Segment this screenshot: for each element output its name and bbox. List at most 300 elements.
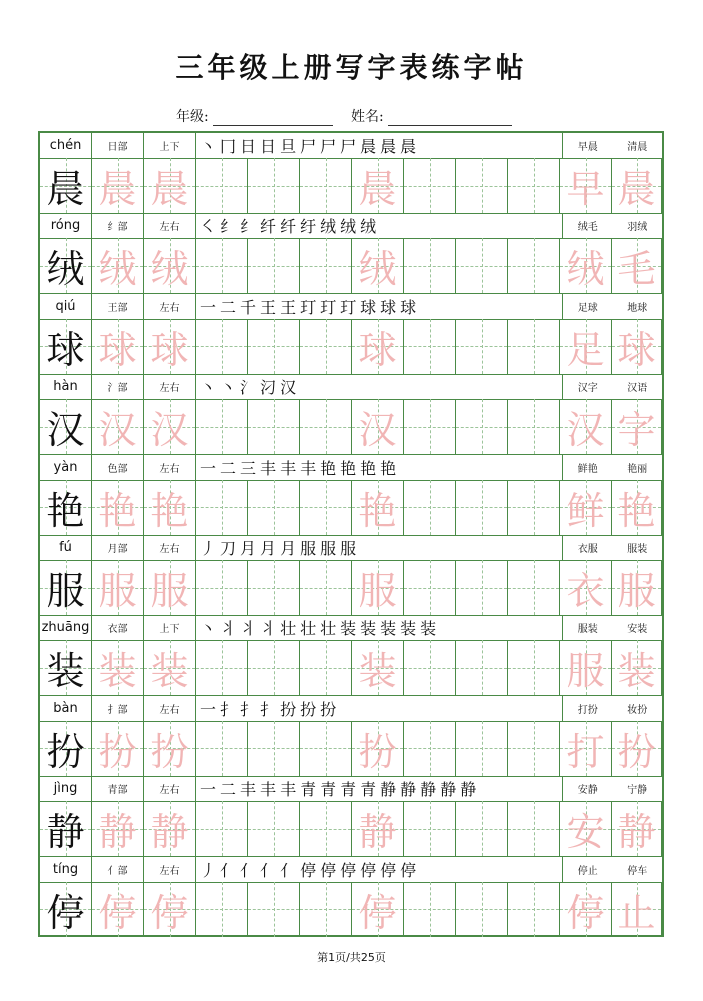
character-box[interactable]: [560, 319, 612, 374]
trace-character: 晨: [150, 167, 189, 211]
stroke-step: 冂: [220, 137, 239, 156]
practice-row: [40, 133, 662, 213]
character-box[interactable]: [40, 480, 92, 535]
character-box[interactable]: [612, 560, 662, 615]
character-box[interactable]: [560, 399, 612, 454]
blank-box[interactable]: [508, 399, 560, 454]
example-words: [562, 133, 662, 158]
pinyin-label: zhuāng: [40, 615, 92, 640]
trace-character: 装: [150, 649, 189, 694]
blank-box[interactable]: [248, 560, 300, 615]
structure-label: 左右: [144, 857, 196, 882]
info-row: [40, 374, 662, 400]
example-word: 地球: [627, 302, 648, 314]
stroke-step: 纡: [300, 217, 319, 237]
model-character: 艳: [46, 488, 85, 533]
trace-character: 汉: [566, 408, 605, 453]
blank-box[interactable]: [196, 238, 248, 293]
blank-box[interactable]: [300, 801, 352, 856]
pinyin-label: tíng: [40, 857, 92, 882]
writing-row: [40, 399, 662, 455]
character-box[interactable]: [612, 640, 662, 695]
stroke-order: [196, 776, 566, 801]
character-box[interactable]: [144, 882, 196, 937]
model-character: 球: [46, 327, 85, 372]
trace-character: 晨: [617, 167, 656, 211]
blank-box[interactable]: [300, 238, 352, 293]
stroke-step: 丰: [280, 458, 299, 478]
stroke-step: ㇛: [200, 217, 219, 237]
example-word: 宁静: [627, 785, 648, 797]
blank-box[interactable]: [196, 319, 248, 374]
blank-box[interactable]: [196, 158, 248, 213]
trace-character: 止: [617, 890, 656, 935]
trace-character: 绒: [566, 247, 605, 292]
example-word: 艳丽: [627, 463, 648, 475]
character-box[interactable]: [144, 480, 196, 535]
practice-row: [40, 615, 662, 695]
blank-box[interactable]: [508, 480, 560, 535]
stroke-step: 纤: [280, 217, 299, 237]
character-box[interactable]: [560, 560, 612, 615]
blank-box[interactable]: [508, 640, 560, 695]
blank-box[interactable]: [456, 882, 508, 937]
structure-label: 左右: [144, 776, 196, 801]
example-words: [562, 776, 662, 801]
example-word: 妆扮: [627, 704, 648, 716]
stroke-step: 扮: [280, 699, 299, 719]
example-words: [562, 374, 662, 399]
character-box[interactable]: [92, 238, 144, 293]
stroke-step: 二: [220, 297, 239, 317]
stroke-step: 亻: [240, 860, 259, 880]
blank-box[interactable]: [248, 480, 300, 535]
writing-row: [40, 480, 662, 536]
stroke-step: 青: [320, 780, 339, 800]
stroke-step: 停: [400, 860, 419, 880]
blank-box[interactable]: [508, 319, 560, 374]
stroke-step: 尸: [340, 137, 359, 156]
stroke-order: [196, 857, 566, 882]
example-word: 羽绒: [627, 222, 648, 234]
character-box[interactable]: [40, 882, 92, 937]
trace-character: 艳: [358, 488, 397, 533]
stroke-step: 丿: [200, 860, 219, 880]
radical-label: 月部: [92, 535, 144, 560]
character-box[interactable]: [144, 319, 196, 374]
blank-box[interactable]: [300, 882, 352, 937]
blank-box[interactable]: [248, 640, 300, 695]
stroke-step: 青: [340, 780, 359, 800]
stroke-step: 壮: [280, 619, 299, 639]
stroke-step: 扌: [260, 699, 279, 719]
radical-label: 王部: [92, 294, 144, 319]
model-character: 汉: [46, 408, 85, 453]
stroke-step: 丰: [260, 458, 279, 478]
stroke-step: 三: [240, 458, 259, 478]
stroke-step: 丬: [220, 619, 239, 639]
trace-character: 静: [358, 810, 397, 855]
stroke-step: 玎: [300, 297, 319, 317]
character-box[interactable]: [352, 640, 404, 695]
writing-row: [40, 319, 662, 375]
blank-box[interactable]: [248, 801, 300, 856]
example-word: 停止: [577, 865, 598, 877]
character-box[interactable]: [40, 721, 92, 776]
blank-box[interactable]: [456, 640, 508, 695]
info-row: [40, 696, 662, 722]
stroke-step: 月: [280, 539, 299, 558]
blank-box[interactable]: [248, 158, 300, 213]
blank-box[interactable]: [508, 721, 560, 776]
stroke-step: 绒: [360, 217, 379, 237]
blank-box[interactable]: [404, 158, 456, 213]
blank-box[interactable]: [404, 721, 456, 776]
character-box[interactable]: [612, 721, 662, 776]
character-box[interactable]: [560, 158, 612, 213]
structure-label: 上下: [144, 615, 196, 640]
blank-box[interactable]: [196, 640, 248, 695]
trace-character: 球: [358, 327, 397, 372]
example-word: 停车: [627, 865, 648, 877]
stroke-step: 服: [320, 539, 339, 558]
name-blank[interactable]: [388, 111, 512, 126]
trace-character: 服: [98, 569, 137, 613]
stroke-step: 装: [380, 619, 399, 639]
example-words: [562, 615, 662, 640]
character-box[interactable]: [92, 158, 144, 213]
example-word: 服装: [627, 544, 648, 555]
blank-box[interactable]: [508, 560, 560, 615]
name-label: 姓名:: [350, 109, 384, 125]
blank-box[interactable]: [196, 480, 248, 535]
character-box[interactable]: [92, 560, 144, 615]
blank-box[interactable]: [196, 801, 248, 856]
writing-row: [40, 560, 662, 616]
pinyin-label: fú: [40, 535, 92, 560]
character-box[interactable]: [352, 560, 404, 615]
trace-character: 晨: [98, 167, 137, 211]
example-word: 服装: [577, 624, 598, 636]
info-row: [40, 213, 662, 239]
stroke-step: 一: [200, 699, 219, 719]
character-box[interactable]: [560, 882, 612, 937]
model-character: 装: [46, 649, 85, 694]
character-box[interactable]: [612, 238, 662, 293]
character-box[interactable]: [92, 801, 144, 856]
blank-box[interactable]: [300, 721, 352, 776]
pinyin-label: yàn: [40, 455, 92, 480]
practice-row: [40, 455, 662, 535]
stroke-step: 静: [380, 780, 399, 800]
character-box[interactable]: [40, 319, 92, 374]
trace-character: 停: [98, 890, 137, 935]
blank-box[interactable]: [404, 480, 456, 535]
example-word: 安静: [577, 785, 598, 797]
stroke-step: 晨: [360, 137, 379, 156]
radical-label: 扌部: [92, 696, 144, 721]
character-box[interactable]: [352, 399, 404, 454]
stroke-step: 壮: [320, 619, 339, 639]
trace-character: 球: [98, 327, 137, 372]
trace-character: 服: [617, 569, 656, 613]
character-box[interactable]: [144, 560, 196, 615]
trace-character: 艳: [98, 488, 137, 533]
stroke-step: 青: [360, 780, 379, 800]
stroke-step: 亻: [280, 860, 299, 880]
character-box[interactable]: [560, 801, 612, 856]
blank-box[interactable]: [456, 801, 508, 856]
radical-label: 纟部: [92, 213, 144, 238]
blank-box[interactable]: [404, 640, 456, 695]
stroke-step: 服: [340, 539, 359, 558]
blank-box[interactable]: [248, 882, 300, 937]
info-row: [40, 857, 662, 883]
blank-box[interactable]: [300, 399, 352, 454]
writing-row: [40, 801, 662, 857]
structure-label: 左右: [144, 294, 196, 319]
practice-row: [40, 776, 662, 856]
stroke-step: 绒: [320, 217, 339, 237]
character-box[interactable]: [560, 640, 612, 695]
stroke-step: 扮: [320, 699, 339, 719]
character-box[interactable]: [40, 560, 92, 615]
stroke-step: 汉: [280, 378, 299, 398]
character-box[interactable]: [560, 480, 612, 535]
stroke-order: [196, 696, 566, 721]
example-word: 安装: [627, 624, 648, 636]
radical-label: 衣部: [92, 615, 144, 640]
info-row: [40, 455, 662, 481]
stroke-step: 千: [240, 297, 259, 317]
radical-label: 亻部: [92, 857, 144, 882]
stroke-step: 装: [400, 619, 419, 639]
page-number: 第1页/共25页: [317, 951, 386, 964]
stroke-step: 日: [260, 137, 279, 156]
blank-box[interactable]: [456, 158, 508, 213]
stroke-step: 绒: [340, 217, 359, 237]
practice-grid: [38, 131, 664, 937]
structure-label: 左右: [144, 696, 196, 721]
practice-row: [40, 857, 662, 937]
practice-row: [40, 213, 662, 293]
character-box[interactable]: [560, 721, 612, 776]
blank-box[interactable]: [248, 319, 300, 374]
grade-blank[interactable]: [213, 111, 333, 126]
blank-box[interactable]: [300, 640, 352, 695]
character-box[interactable]: [352, 882, 404, 937]
character-box[interactable]: [612, 158, 662, 213]
stroke-step: 一: [200, 297, 219, 317]
model-character: 停: [46, 890, 85, 935]
blank-box[interactable]: [196, 721, 248, 776]
character-box[interactable]: [40, 238, 92, 293]
example-words: [562, 455, 662, 480]
trace-character: 衣: [566, 569, 605, 613]
structure-label: 左右: [144, 535, 196, 560]
character-box[interactable]: [144, 801, 196, 856]
stroke-step: 二: [220, 458, 239, 478]
blank-box[interactable]: [404, 801, 456, 856]
blank-box[interactable]: [456, 238, 508, 293]
stroke-step: 玎: [340, 297, 359, 317]
character-box[interactable]: [612, 801, 662, 856]
blank-box[interactable]: [456, 480, 508, 535]
character-box[interactable]: [612, 480, 662, 535]
stroke-step: 静: [440, 780, 459, 800]
character-box[interactable]: [92, 882, 144, 937]
blank-box[interactable]: [456, 560, 508, 615]
stroke-step: 艳: [360, 458, 379, 478]
structure-label: 上下: [144, 133, 196, 158]
character-box[interactable]: [40, 158, 92, 213]
example-word: 汉字: [577, 383, 598, 395]
character-box[interactable]: [352, 480, 404, 535]
stroke-step: 丰: [260, 780, 279, 800]
trace-character: 艳: [617, 488, 656, 533]
character-box[interactable]: [92, 399, 144, 454]
example-words: [562, 294, 662, 319]
stroke-step: 艳: [380, 458, 399, 478]
trace-character: 装: [358, 649, 397, 694]
character-box[interactable]: [352, 801, 404, 856]
character-box[interactable]: [144, 640, 196, 695]
character-box[interactable]: [40, 801, 92, 856]
stroke-step: 球: [400, 297, 419, 317]
blank-box[interactable]: [404, 399, 456, 454]
stroke-step: 丰: [240, 780, 259, 800]
trace-character: 字: [617, 408, 656, 453]
stroke-step: 停: [340, 860, 359, 880]
stroke-step: 艳: [340, 458, 359, 478]
pinyin-label: qiú: [40, 294, 92, 319]
blank-box[interactable]: [196, 399, 248, 454]
character-box[interactable]: [612, 319, 662, 374]
trace-character: 扮: [617, 729, 656, 774]
trace-character: 安: [566, 810, 605, 855]
character-box[interactable]: [352, 238, 404, 293]
blank-box[interactable]: [456, 721, 508, 776]
character-box[interactable]: [40, 640, 92, 695]
stroke-step: 装: [420, 619, 439, 639]
character-box[interactable]: [612, 882, 662, 937]
stroke-step: 球: [380, 297, 399, 317]
blank-box[interactable]: [300, 560, 352, 615]
blank-box[interactable]: [404, 238, 456, 293]
trace-character: 球: [150, 327, 189, 372]
stroke-step: 静: [420, 780, 439, 800]
grade-label: 年级:: [176, 109, 209, 125]
blank-box[interactable]: [248, 238, 300, 293]
trace-character: 汉: [150, 408, 189, 453]
blank-box[interactable]: [196, 560, 248, 615]
pinyin-label: chén: [40, 133, 92, 158]
example-word: 绒毛: [577, 222, 598, 234]
character-box[interactable]: [40, 399, 92, 454]
stroke-step: 停: [300, 860, 319, 880]
stroke-step: 亻: [260, 860, 279, 880]
stroke-step: 壮: [300, 619, 319, 639]
stroke-step: 丶: [200, 619, 219, 639]
stroke-step: 氵: [240, 378, 259, 398]
stroke-step: 扌: [220, 699, 239, 719]
stroke-step: 尸: [320, 137, 339, 156]
character-box[interactable]: [352, 158, 404, 213]
blank-box[interactable]: [456, 399, 508, 454]
trace-character: 静: [98, 810, 137, 855]
blank-box[interactable]: [404, 560, 456, 615]
character-box[interactable]: [92, 640, 144, 695]
character-box[interactable]: [144, 238, 196, 293]
stroke-step: 一: [200, 780, 219, 800]
character-box[interactable]: [92, 721, 144, 776]
stroke-step: 日: [240, 137, 259, 156]
stroke-step: 停: [380, 860, 399, 880]
trace-character: 毛: [617, 247, 656, 292]
structure-label: 左右: [144, 213, 196, 238]
character-box[interactable]: [144, 399, 196, 454]
blank-box[interactable]: [300, 480, 352, 535]
stroke-step: 纤: [260, 217, 279, 237]
stroke-step: 丶: [200, 137, 219, 156]
stroke-step: 月: [260, 539, 279, 558]
stroke-step: 二: [220, 780, 239, 800]
structure-label: 左右: [144, 455, 196, 480]
blank-box[interactable]: [508, 158, 560, 213]
stroke-step: 停: [320, 860, 339, 880]
trace-character: 停: [566, 890, 605, 935]
stroke-step: 停: [360, 860, 379, 880]
blank-box[interactable]: [508, 238, 560, 293]
character-box[interactable]: [144, 158, 196, 213]
blank-box[interactable]: [248, 721, 300, 776]
character-box[interactable]: [352, 721, 404, 776]
student-info: [176, 106, 512, 126]
character-box[interactable]: [352, 319, 404, 374]
stroke-step: 旦: [280, 137, 299, 156]
blank-box[interactable]: [196, 882, 248, 937]
blank-box[interactable]: [404, 882, 456, 937]
trace-character: 装: [98, 649, 137, 694]
stroke-order: [196, 213, 566, 238]
example-word: 汉语: [627, 383, 648, 395]
info-row: [40, 133, 662, 159]
character-box[interactable]: [560, 238, 612, 293]
stroke-step: 尸: [300, 137, 319, 156]
trace-character: 服: [358, 569, 397, 613]
blank-box[interactable]: [404, 319, 456, 374]
blank-box[interactable]: [508, 801, 560, 856]
character-box[interactable]: [92, 319, 144, 374]
character-box[interactable]: [92, 480, 144, 535]
writing-row: [40, 882, 662, 937]
character-box[interactable]: [144, 721, 196, 776]
blank-box[interactable]: [508, 882, 560, 937]
radical-label: 氵部: [92, 374, 144, 399]
character-box[interactable]: [612, 399, 662, 454]
trace-character: 绒: [358, 247, 397, 292]
stroke-step: 玎: [320, 297, 339, 317]
blank-box[interactable]: [300, 158, 352, 213]
example-word: 早晨: [577, 142, 598, 153]
stroke-step: 王: [280, 297, 299, 317]
blank-box[interactable]: [248, 399, 300, 454]
stroke-step: 刀: [220, 539, 239, 558]
stroke-step: 扮: [300, 699, 319, 719]
blank-box[interactable]: [300, 319, 352, 374]
blank-box[interactable]: [456, 319, 508, 374]
trace-character: 停: [150, 890, 189, 935]
